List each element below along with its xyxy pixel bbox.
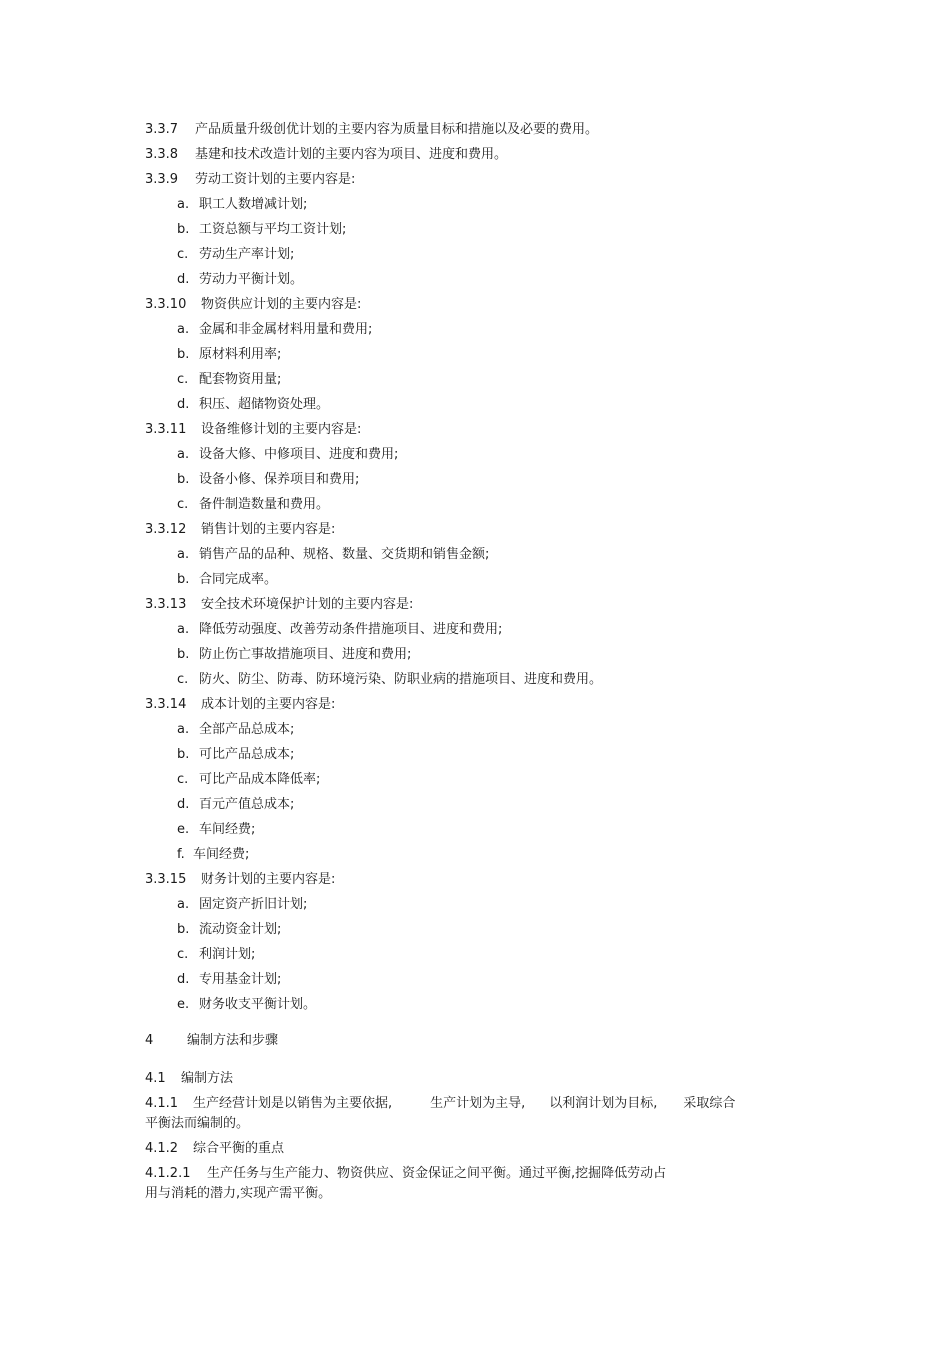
clause-number: 3.3.9 xyxy=(145,172,179,187)
item-text: 金属和非金属材料用量和费用; xyxy=(199,322,373,337)
clause-3-3-15 xyxy=(145,870,335,890)
item-text: 百元产值总成本; xyxy=(199,797,295,812)
clause-text: 物资供应计划的主要内容是: xyxy=(201,297,362,312)
clause-text: 用与消耗的潜力,实现产需平衡。 xyxy=(145,1186,332,1201)
list-item xyxy=(177,220,346,240)
item-marker: d. xyxy=(177,397,190,412)
clause-text: 成本计划的主要内容是: xyxy=(201,697,336,712)
list-item xyxy=(177,670,602,690)
item-text: 降低劳动强度、改善劳动条件措施项目、进度和费用; xyxy=(199,622,503,637)
clause-number: 4.1.2.1 xyxy=(145,1166,191,1181)
item-marker: b. xyxy=(177,572,190,587)
clause-number: 3.3.15 xyxy=(145,872,187,887)
item-text: 设备小修、保养项目和费用; xyxy=(199,472,360,487)
clause-number: 4.1.1 xyxy=(145,1096,179,1111)
item-text: 全部产品总成本; xyxy=(199,722,295,737)
list-item xyxy=(177,795,294,815)
clause-text: 综合平衡的重点 xyxy=(193,1141,285,1156)
item-marker: c. xyxy=(177,672,189,687)
item-text: 专用基金计划; xyxy=(199,972,282,987)
item-text: 可比产品总成本; xyxy=(199,747,295,762)
item-marker: c. xyxy=(177,247,189,262)
item-text: 固定资产折旧计划; xyxy=(199,897,308,912)
list-item xyxy=(177,320,372,340)
clause-text: 产品质量升级创优计划的主要内容为质量目标和措施以及必要的费用。 xyxy=(195,122,599,137)
item-marker: a. xyxy=(177,722,190,737)
list-item xyxy=(177,445,398,465)
item-text: 合同完成率。 xyxy=(199,572,278,587)
list-item xyxy=(177,745,294,765)
clause-3-3-8 xyxy=(145,145,507,165)
section-number: 4 xyxy=(145,1033,154,1048)
item-text: 配套物资用量; xyxy=(199,372,282,387)
item-marker: a. xyxy=(177,447,190,462)
item-marker: a. xyxy=(177,897,190,912)
item-marker: d. xyxy=(177,272,190,287)
item-text: 设备大修、中修项目、进度和费用; xyxy=(199,447,399,462)
clause-3-3-9 xyxy=(145,170,355,190)
item-text: 原材料利用率; xyxy=(199,347,282,362)
clause-4-1-2-1 xyxy=(145,1164,666,1184)
clause-number: 3.3.12 xyxy=(145,522,187,537)
item-marker: d. xyxy=(177,972,190,987)
item-marker: a. xyxy=(177,622,190,637)
section-title: 编制方法和步骤 xyxy=(187,1033,279,1048)
item-marker: b. xyxy=(177,472,190,487)
item-marker: a. xyxy=(177,322,190,337)
clause-text: 财务计划的主要内容是: xyxy=(201,872,336,887)
item-text: 防火、防尘、防毒、防环境污染、防职业病的措施项目、进度和费用。 xyxy=(199,672,603,687)
clause-text-part: 采取综合 xyxy=(683,1096,736,1111)
subsection-number: 4.1 xyxy=(145,1071,166,1086)
list-item xyxy=(177,370,281,390)
clause-3-3-11 xyxy=(145,420,361,440)
list-item xyxy=(177,495,329,515)
clause-number: 3.3.8 xyxy=(145,147,179,162)
list-item xyxy=(177,845,249,865)
item-text: 劳动生产率计划; xyxy=(199,247,295,262)
subsection-4-1-heading xyxy=(145,1069,233,1089)
list-item xyxy=(177,620,502,640)
item-text: 防止伤亡事故措施项目、进度和费用; xyxy=(199,647,412,662)
item-marker: a. xyxy=(177,197,190,212)
clause-text: 设备维修计划的主要内容是: xyxy=(201,422,362,437)
clause-3-3-10 xyxy=(145,295,361,315)
list-item xyxy=(177,820,255,840)
item-marker: a. xyxy=(177,547,190,562)
subsection-title: 编制方法 xyxy=(181,1071,234,1086)
item-text: 职工人数增减计划; xyxy=(199,197,308,212)
clause-text: 安全技术环境保护计划的主要内容是: xyxy=(201,597,414,612)
list-item xyxy=(177,545,489,565)
item-marker: e. xyxy=(177,822,190,837)
clause-4-1-2-1-continued xyxy=(145,1184,331,1204)
list-item xyxy=(177,245,294,265)
clause-4-1-1-continued xyxy=(145,1114,249,1134)
clause-3-3-12 xyxy=(145,520,335,540)
item-marker: b. xyxy=(177,922,190,937)
clause-3-3-7 xyxy=(145,120,598,140)
item-marker: d. xyxy=(177,797,190,812)
list-item xyxy=(177,920,281,940)
item-text: 销售产品的品种、规格、数量、交货期和销售金额; xyxy=(199,547,490,562)
item-text: 财务收支平衡计划。 xyxy=(199,997,317,1012)
item-marker: c. xyxy=(177,497,189,512)
list-item xyxy=(177,945,255,965)
list-item xyxy=(177,345,281,365)
list-item xyxy=(177,645,411,665)
item-text: 流动资金计划; xyxy=(199,922,282,937)
item-marker: f. xyxy=(177,847,185,862)
clause-number: 3.3.13 xyxy=(145,597,187,612)
item-marker: e. xyxy=(177,997,190,1012)
list-item xyxy=(177,995,316,1015)
item-text: 可比产品成本降低率; xyxy=(199,772,321,787)
item-marker: c. xyxy=(177,772,189,787)
item-text: 车间经费; xyxy=(193,847,250,862)
list-item xyxy=(177,720,294,740)
item-text: 利润计划; xyxy=(199,947,256,962)
item-marker: b. xyxy=(177,747,190,762)
list-item xyxy=(177,570,277,590)
list-item xyxy=(177,770,320,790)
item-marker: c. xyxy=(177,947,189,962)
clause-4-1-2 xyxy=(145,1139,284,1159)
clause-number: 3.3.10 xyxy=(145,297,187,312)
list-item xyxy=(177,470,359,490)
list-item xyxy=(177,970,281,990)
clause-3-3-13 xyxy=(145,595,413,615)
clause-text-part: 生产计划为主导, xyxy=(430,1096,526,1111)
clause-text: 生产任务与生产能力、物资供应、资金保证之间平衡。通过平衡,挖掘降低劳动占 xyxy=(207,1166,667,1181)
clause-text: 基建和技术改造计划的主要内容为项目、进度和费用。 xyxy=(195,147,508,162)
clause-number: 3.3.7 xyxy=(145,122,179,137)
item-marker: b. xyxy=(177,222,190,237)
item-text: 劳动力平衡计划。 xyxy=(199,272,304,287)
clause-text: 平衡法而编制的。 xyxy=(145,1116,250,1131)
item-text: 备件制造数量和费用。 xyxy=(199,497,330,512)
item-text: 积压、超储物资处理。 xyxy=(199,397,330,412)
item-marker: b. xyxy=(177,647,190,662)
clause-4-1-1 xyxy=(145,1094,735,1114)
item-text: 车间经费; xyxy=(199,822,256,837)
list-item xyxy=(177,270,303,290)
section-4-heading xyxy=(145,1031,278,1051)
item-marker: b. xyxy=(177,347,190,362)
clause-text-part: 生产经营计划是以销售为主要依据, xyxy=(193,1096,393,1111)
item-marker: c. xyxy=(177,372,189,387)
list-item xyxy=(177,895,307,915)
clause-number: 3.3.11 xyxy=(145,422,187,437)
clause-number: 4.1.2 xyxy=(145,1141,179,1156)
list-item xyxy=(177,195,307,215)
clause-text: 销售计划的主要内容是: xyxy=(201,522,336,537)
clause-text: 劳动工资计划的主要内容是: xyxy=(195,172,356,187)
list-item xyxy=(177,395,329,415)
clause-number: 3.3.14 xyxy=(145,697,187,712)
clause-text-part: 以利润计划为目标, xyxy=(549,1096,658,1111)
clause-3-3-14 xyxy=(145,695,335,715)
item-text: 工资总额与平均工资计划; xyxy=(199,222,347,237)
